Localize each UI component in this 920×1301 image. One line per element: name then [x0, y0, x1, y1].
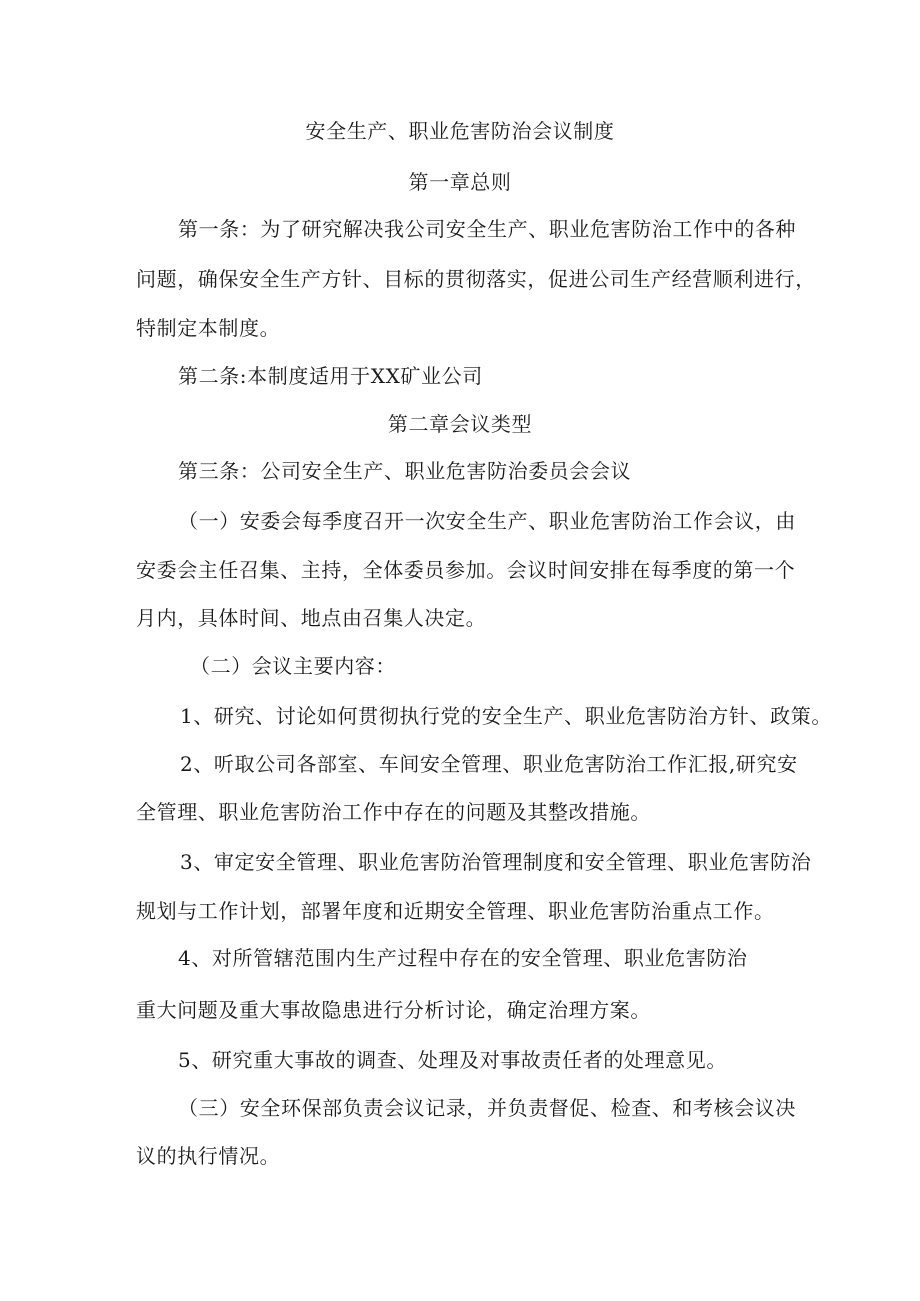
chapter-2-heading: 第二章会议类型 [387, 412, 533, 436]
article-1-line-3: 特制定本制度。 [136, 316, 281, 340]
chapter-1-heading: 第一章总则 [408, 170, 512, 194]
item-2-line-1: 2、听取公司各部室、车间安全管理、职业危害防治工作汇报,研究安 [180, 752, 798, 776]
article-3: 第三条：公司安全生产、职业危害防治委员会会议 [178, 459, 632, 483]
paragraph-2: （二）会议主要内容： [190, 654, 396, 678]
item-1: 1、研究、讨论如何贯彻执行党的安全生产、职业危害防治方针、政策。 [180, 704, 832, 728]
item-4-line-1: 4、对所管辖范围内生产过程中存在的安全管理、职业危害防治 [178, 946, 748, 970]
paragraph-1-line-2: 安委会主任召集、主持，全体委员参加。会议时间安排在每季度的第一个 [136, 558, 796, 582]
item-3-line-2: 规划与工作计划，部署年度和近期安全管理、职业危害防治重点工作。 [136, 899, 775, 923]
document-title: 安全生产、职业危害防治会议制度 [305, 119, 615, 143]
item-5: 5、研究重大事故的调查、处理及对事故责任者的处理意见。 [178, 1048, 727, 1072]
paragraph-1-line-3: 月内，具体时间、地点由召集人决定。 [136, 606, 487, 630]
item-2-line-2: 全管理、职业危害防治工作中存在的问题及其整改措施。 [136, 800, 651, 824]
article-1-line-2: 问题，确保安全生产方针、目标的贯彻落实，促进公司生产经营顺利进行， [136, 267, 816, 291]
paragraph-3-line-1: （三）安全环保部负责会议记录，并负责督促、检查、和考核会议决 [178, 1096, 796, 1120]
item-4-line-2: 重大问题及重大事故隐患进行分析讨论，确定治理方案。 [136, 998, 651, 1022]
paragraph-1-line-1: （一）安委会每季度召开一次安全生产、职业危害防治工作会议，由 [178, 509, 796, 533]
article-1-line-1: 第一条：为了研究解决我公司安全生产、职业危害防治工作中的各种 [178, 217, 796, 241]
article-2: 第二条:本制度适用于XX矿业公司 [178, 364, 483, 388]
paragraph-3-line-2: 议的执行情况。 [136, 1144, 281, 1168]
item-3-line-1: 3、审定安全管理、职业危害防治管理制度和安全管理、职业危害防治 [180, 850, 812, 874]
